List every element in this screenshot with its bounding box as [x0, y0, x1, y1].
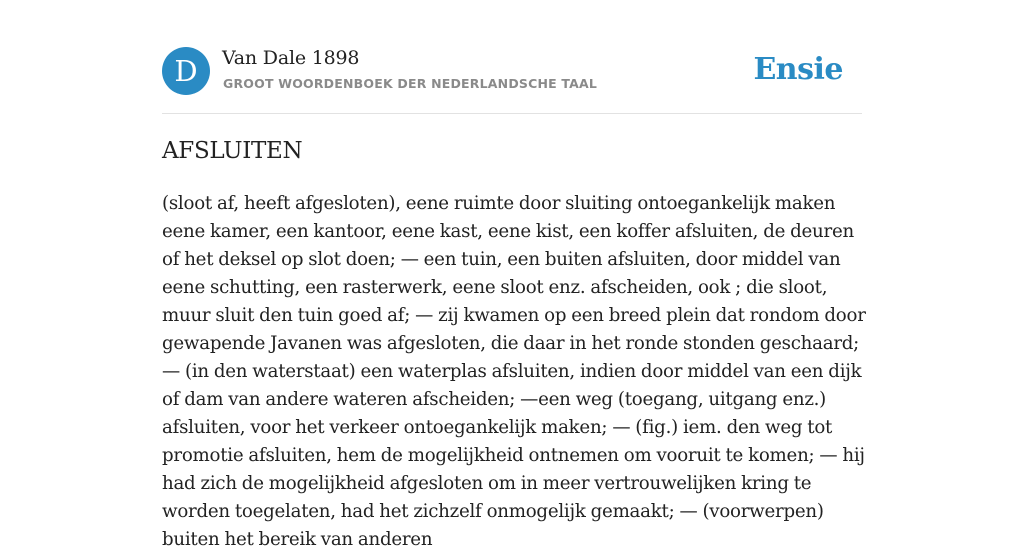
definition-text: (sloot af, heeft afgesloten), eene ruimte door sluiting ontoegankelijk maken eene kamer, een kantoor, eene kast, eene kist, een koffer afsluiten, de deuren of het deksel op slot doen; — een tuin, een buiten afsluiten, door middel van eene schutting, een rasterwerk, eene sloot enz. afscheiden, ook ; die sloot, muur sluit den tuin goed af; — zij kwamen op een breed plein dat rondom door gewapende Javanen was afgesloten, die daar in het ronde stonden geschaard; — (in den waterstaat) een waterplas afsluiten, indien door middel van een dijk of dam van andere wateren afscheiden; —een weg (toegang, uitgang enz.) afsluiten, voor het verkeer ontoegankelijk maken; — (fig.) iem. den weg tot promotie afsluiten, hem de mogelijkheid ontnemen om vooruit te komen; — hij had zich de mogelijkheid afgesloten om in meer vertrouwelijken kring te worden toegelaten, had het zichzelf onmogelijk gemaakt; — (voorwerpen) buiten het bereik van anderen	[162, 193, 866, 550]
header	[162, 47, 862, 95]
source-logo-badge[interactable]: D	[162, 47, 210, 95]
header-divider	[162, 113, 862, 114]
source-title[interactable]: Van Dale 1898	[222, 47, 360, 69]
source-subtitle: GROOT WOORDENBOEK DER NEDERLANDSCHE TAAL	[223, 76, 598, 91]
brand-logo[interactable]: Ensie	[753, 52, 843, 87]
headword: AFSLUITEN	[162, 138, 303, 164]
